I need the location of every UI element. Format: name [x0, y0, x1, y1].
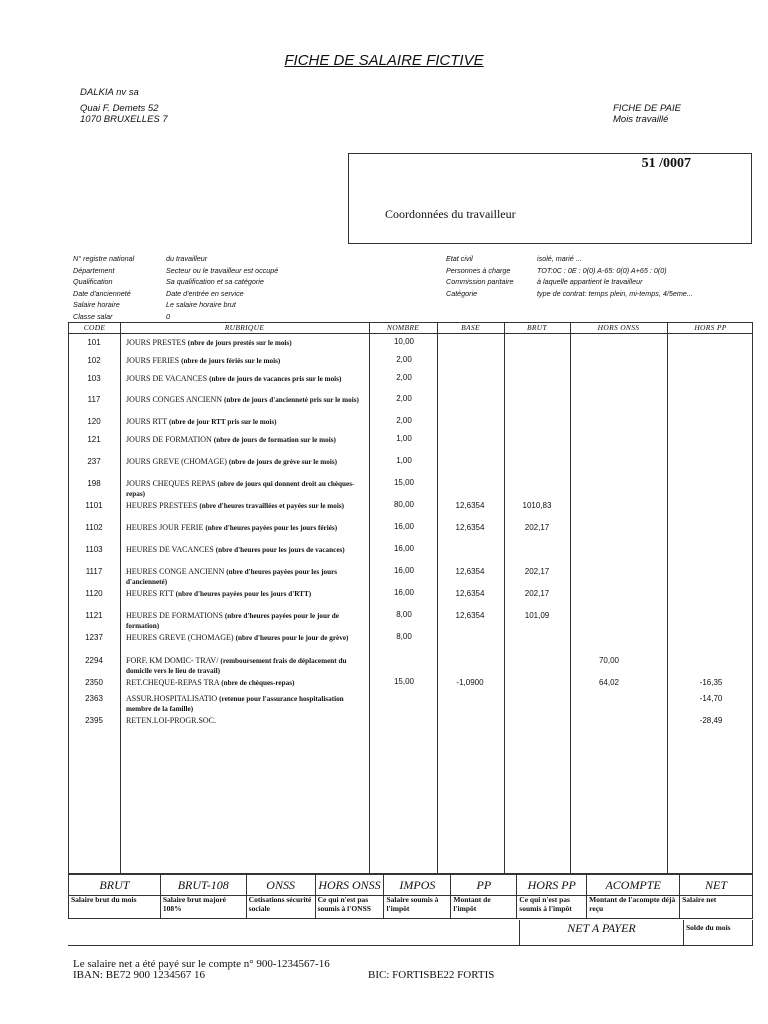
info-value: type de contrat: temps plein, mi-temps, 4/5eme... [537, 288, 693, 298]
cell-hors-pp: -14,70 [699, 694, 723, 703]
summary-desc-brut: Salaire brut du mois [69, 896, 161, 919]
reference-number: 51 /0007 [641, 156, 691, 171]
net-to-pay-value: Solde du mois [686, 923, 731, 932]
cell-nombre: 2,00 [396, 394, 412, 403]
summary-table [68, 874, 753, 919]
rubrique-main: HEURES DE VACANCES [126, 545, 214, 554]
summary-header-brut: BRUT [69, 875, 161, 896]
cell-rubrique [126, 567, 364, 587]
rubrique-detail: (nbre de jours de formation sur le mois) [213, 436, 336, 444]
rubrique-main: JOURS PRESTES [126, 338, 186, 347]
info-value: à laquelle appartient le travailleur [537, 277, 643, 286]
cell-code: 121 [87, 435, 101, 444]
rubrique-detail: (nbre d'heures travaillées et payées sur le mois) [199, 502, 345, 510]
summary-header-net: NET [680, 875, 753, 896]
info-label: Personnes à charge [446, 265, 511, 275]
cell-code: 237 [87, 457, 101, 466]
rubrique-detail: (nbre de chèques-repas) [221, 679, 295, 687]
rubrique-detail: (nbre d'heures payées pour les jours fériés) [205, 524, 338, 532]
rubrique-main: JOURS CONGES ANCIENN [126, 395, 223, 404]
info-label: Qualification [73, 277, 113, 286]
cell-nombre: 16,00 [393, 566, 415, 575]
info-label: Catégorie [446, 288, 478, 298]
info-value: 0 [166, 311, 170, 321]
rubrique-detail: (remboursement frais de déplacement du domicile vers le lieu de travail) [126, 657, 347, 676]
cell-code: 117 [87, 395, 101, 404]
column-header-base: BASE [461, 323, 480, 332]
summary-desc-net: Salaire net [680, 896, 753, 919]
info-label: Salaire horaire [73, 300, 120, 309]
info-label: Département [73, 265, 115, 275]
cell-nombre: 80,00 [393, 500, 415, 509]
cell-nombre: 15,00 [393, 677, 415, 686]
rubrique-detail: (nbre d'heures pour le jour de grève) [235, 634, 349, 642]
cell-nombre: 10,00 [393, 337, 415, 346]
cell-code: 1102 [85, 523, 103, 532]
cell-nombre: 8,00 [396, 632, 412, 641]
cell-code: 2363 [85, 694, 103, 703]
cell-hors-onss: 64,02 [598, 678, 620, 687]
cell-code: 1101 [85, 501, 103, 510]
cell-code: 120 [87, 417, 101, 426]
cell-nombre: 16,00 [393, 522, 415, 531]
info-left-values [166, 253, 278, 322]
cell-code: 2294 [85, 656, 103, 665]
cell-brut: 202,17 [524, 589, 550, 598]
rubrique-detail: (nbre de jours de grève sur le mois) [228, 458, 338, 466]
rubrique-main: HEURES JOUR FERIE [126, 523, 204, 532]
cell-nombre: 1,00 [396, 456, 412, 465]
cell-rubrique [126, 356, 364, 366]
cell-nombre: 15,00 [393, 478, 415, 487]
divider [68, 945, 753, 946]
cell-code: 103 [87, 374, 101, 383]
info-value: TOT:0C : 0E : 0(0) A-65: 0(0) A+65 : 0(0) [537, 265, 667, 275]
info-label: N° registre national [73, 254, 135, 263]
worker-coordinates-label: Coordonnées du travailleur [385, 207, 516, 221]
summary-header-onss: ONSS [246, 875, 315, 896]
cell-rubrique [126, 523, 364, 533]
cell-base: 12,6354 [455, 611, 485, 620]
cell-code: 1103 [85, 545, 103, 554]
cell-nombre: 16,00 [393, 588, 415, 597]
rubrique-main: HEURES CONGE ANCIENN [126, 567, 225, 576]
cell-nombre: 2,00 [396, 416, 412, 425]
column-header-nombre: NOMBRE [386, 323, 420, 332]
employer-name: DALKIA nv sa [80, 87, 139, 98]
cell-base: 12,6354 [455, 523, 485, 532]
payslip-label: FICHE DE PAIE [613, 103, 681, 114]
summary-header-hors-onss: HORS ONSS [315, 875, 384, 896]
info-label: Classe salar [73, 311, 113, 321]
summary-header-hors-pp: HORS PP [517, 875, 587, 896]
cell-hors-pp: -16,35 [699, 678, 723, 687]
cell-rubrique [126, 589, 364, 599]
rubrique-detail: (nbre de jour RTT pris sur le mois) [168, 418, 277, 426]
cell-rubrique [126, 716, 364, 726]
summary-desc-impos: Salaire soumis à l'impôt [384, 896, 451, 919]
rubrique-detail: (retenue pour l'assurance hospitalisation membre de la famille) [126, 695, 344, 714]
cell-code: 1237 [85, 633, 103, 642]
payment-account-line: Le salaire net a été payé sur le compte n° 900-1234567-16 [73, 958, 330, 970]
rubrique-detail: (nbre de jours fériés sur le mois) [181, 357, 281, 365]
summary-desc-hors-onss: Ce qui n'est pas soumis à l'ONSS [315, 896, 384, 919]
cell-code: 101 [87, 338, 101, 347]
cell-rubrique [126, 678, 364, 688]
info-right-values [537, 253, 693, 299]
cell-code: 2350 [85, 678, 103, 687]
cell-nombre: 2,00 [396, 355, 412, 364]
rubrique-main: RETEN.LOI-PROGR.SOC. [126, 716, 217, 725]
rubrique-detail: (nbre de jours prestés sur le mois) [187, 339, 292, 347]
rubrique-main: HEURES RTT [126, 589, 174, 598]
cell-rubrique [126, 374, 364, 384]
cell-code: 198 [87, 479, 101, 488]
employer-street: Quai F. Demets 52 [80, 103, 159, 114]
info-value: Sa qualification et sa catégorie [166, 277, 264, 286]
rubrique-main: RET.CHEQUE-REPAS TRA [126, 678, 220, 687]
cell-code: 2395 [85, 716, 103, 725]
info-left-labels [73, 253, 134, 322]
period-label: Mois travaillé [613, 114, 669, 125]
rubrique-main: HEURES PRESTEES [126, 501, 198, 510]
cell-rubrique [126, 611, 364, 631]
summary-header-impos: IMPOS [384, 875, 451, 896]
rubrique-detail: (nbre de jours d'ancienneté pris sur le mois) [224, 396, 359, 404]
summary-desc-onss: Cotisations sécurité sociale [246, 896, 315, 919]
column-header-brut: BRUT [527, 323, 547, 332]
cell-rubrique [126, 395, 364, 405]
employer-city: 1070 BRUXELLES 7 [80, 114, 168, 125]
cell-brut: 1010,83 [522, 501, 552, 510]
cell-nombre: 1,00 [396, 434, 412, 443]
cell-hors-onss: 70,00 [598, 656, 620, 665]
cell-rubrique [126, 656, 364, 676]
cell-brut: 202,17 [524, 523, 550, 532]
rubrique-main: JOURS DE VACANCES [126, 374, 208, 383]
info-value: Secteur ou le travailleur est occupé [166, 265, 279, 275]
rubrique-main: HEURES GREVE (CHOMAGE) [126, 633, 234, 642]
rubrique-main: FORF. KM DOMIC- TRAV/ [126, 656, 219, 665]
cell-rubrique [126, 545, 364, 555]
cell-rubrique [126, 694, 364, 714]
info-value: du travailleur [166, 254, 208, 263]
summary-desc-brut-108: Salaire brut majoré 108% [160, 896, 246, 919]
cell-rubrique [126, 479, 364, 499]
rubrique-detail: (nbre d'heures payées pour les jours d'ancienneté) [126, 568, 338, 587]
info-label: Date d'ancienneté [73, 288, 131, 298]
cell-hors-pp: -28,49 [699, 716, 723, 725]
summary-header-acompte: ACOMPTE [587, 875, 680, 896]
column-header-rubrique: RUBRIQUE [224, 323, 265, 332]
rubrique-main: HEURES DE FORMATIONS [126, 611, 223, 620]
iban: IBAN: BE72 900 1234567 16 [73, 969, 205, 981]
summary-desc-hors-pp: Ce qui n'est pas soumis à l'impôt [517, 896, 587, 919]
cell-rubrique [126, 501, 364, 511]
info-label: Etat civil [446, 254, 473, 263]
rubrique-detail: (nbre de jours de vacances pris sur le mois) [209, 375, 342, 383]
net-to-pay-row [519, 920, 753, 946]
cell-base: 12,6354 [455, 501, 485, 510]
cell-nombre: 2,00 [396, 373, 412, 382]
rubrique-main: ASSUR.HOSPITALISATIO [126, 694, 218, 703]
payslip-lines-table [68, 322, 753, 874]
summary-header-pp: PP [451, 875, 517, 896]
column-header-code: CODE [83, 323, 106, 332]
cell-rubrique [126, 417, 364, 427]
column-header-hors-pp: HORS PP [694, 323, 727, 332]
cell-code: 1120 [85, 589, 103, 598]
rubrique-detail: (nbre de jours qui donnent droit au chèques-repas) [126, 480, 355, 499]
rubrique-main: JOURS DE FORMATION [126, 435, 212, 444]
cell-base: 12,6354 [455, 589, 485, 598]
info-label: Commission paritaire [446, 277, 514, 286]
rubrique-detail: (nbre d'heures payées pour les jours d'RTT) [175, 590, 312, 598]
column-header-hors-onss: HORS ONSS [597, 323, 640, 332]
rubrique-detail: (nbre d'heures pour les jours de vacances) [215, 546, 345, 554]
summary-desc-acompte: Montant de l'acompte déjà reçu [587, 896, 680, 919]
cell-base: 12,6354 [455, 567, 485, 576]
rubrique-detail: (nbre d'heures payées pour le jour de formation) [126, 612, 339, 631]
summary-desc-pp: Montant de l'impôt [451, 896, 517, 919]
worker-coordinates-box [348, 153, 752, 244]
cell-brut: 101,09 [524, 611, 550, 620]
cell-code: 102 [87, 356, 101, 365]
info-value: isolé, marié ... [537, 254, 582, 263]
rubrique-main: JOURS CHEQUES REPAS [126, 479, 216, 488]
bic: BIC: FORTISBE22 FORTIS [368, 969, 495, 981]
cell-base: -1,0900 [456, 678, 484, 687]
cell-rubrique [126, 338, 364, 348]
net-to-pay-label: NET A PAYER [567, 921, 636, 935]
cell-nombre: 8,00 [396, 610, 412, 619]
cell-code: 1121 [85, 611, 103, 620]
info-value: Le salaire horaire brut [166, 300, 236, 309]
info-right-labels [446, 253, 514, 299]
info-value: Date d'entrée en service [166, 288, 244, 298]
cell-rubrique [126, 633, 364, 643]
cell-nombre: 16,00 [393, 544, 415, 553]
rubrique-main: JOURS GREVE (CHOMAGE) [126, 457, 227, 466]
cell-rubrique [126, 457, 364, 467]
cell-rubrique [126, 435, 364, 445]
summary-header-brut-108: BRUT-108 [160, 875, 246, 896]
cell-code: 1117 [85, 567, 103, 576]
cell-brut: 202,17 [524, 567, 550, 576]
page-title: FICHE DE SALAIRE FICTIVE [284, 52, 484, 69]
rubrique-main: JOURS RTT [126, 417, 167, 426]
rubrique-main: JOURS FERIES [126, 356, 180, 365]
